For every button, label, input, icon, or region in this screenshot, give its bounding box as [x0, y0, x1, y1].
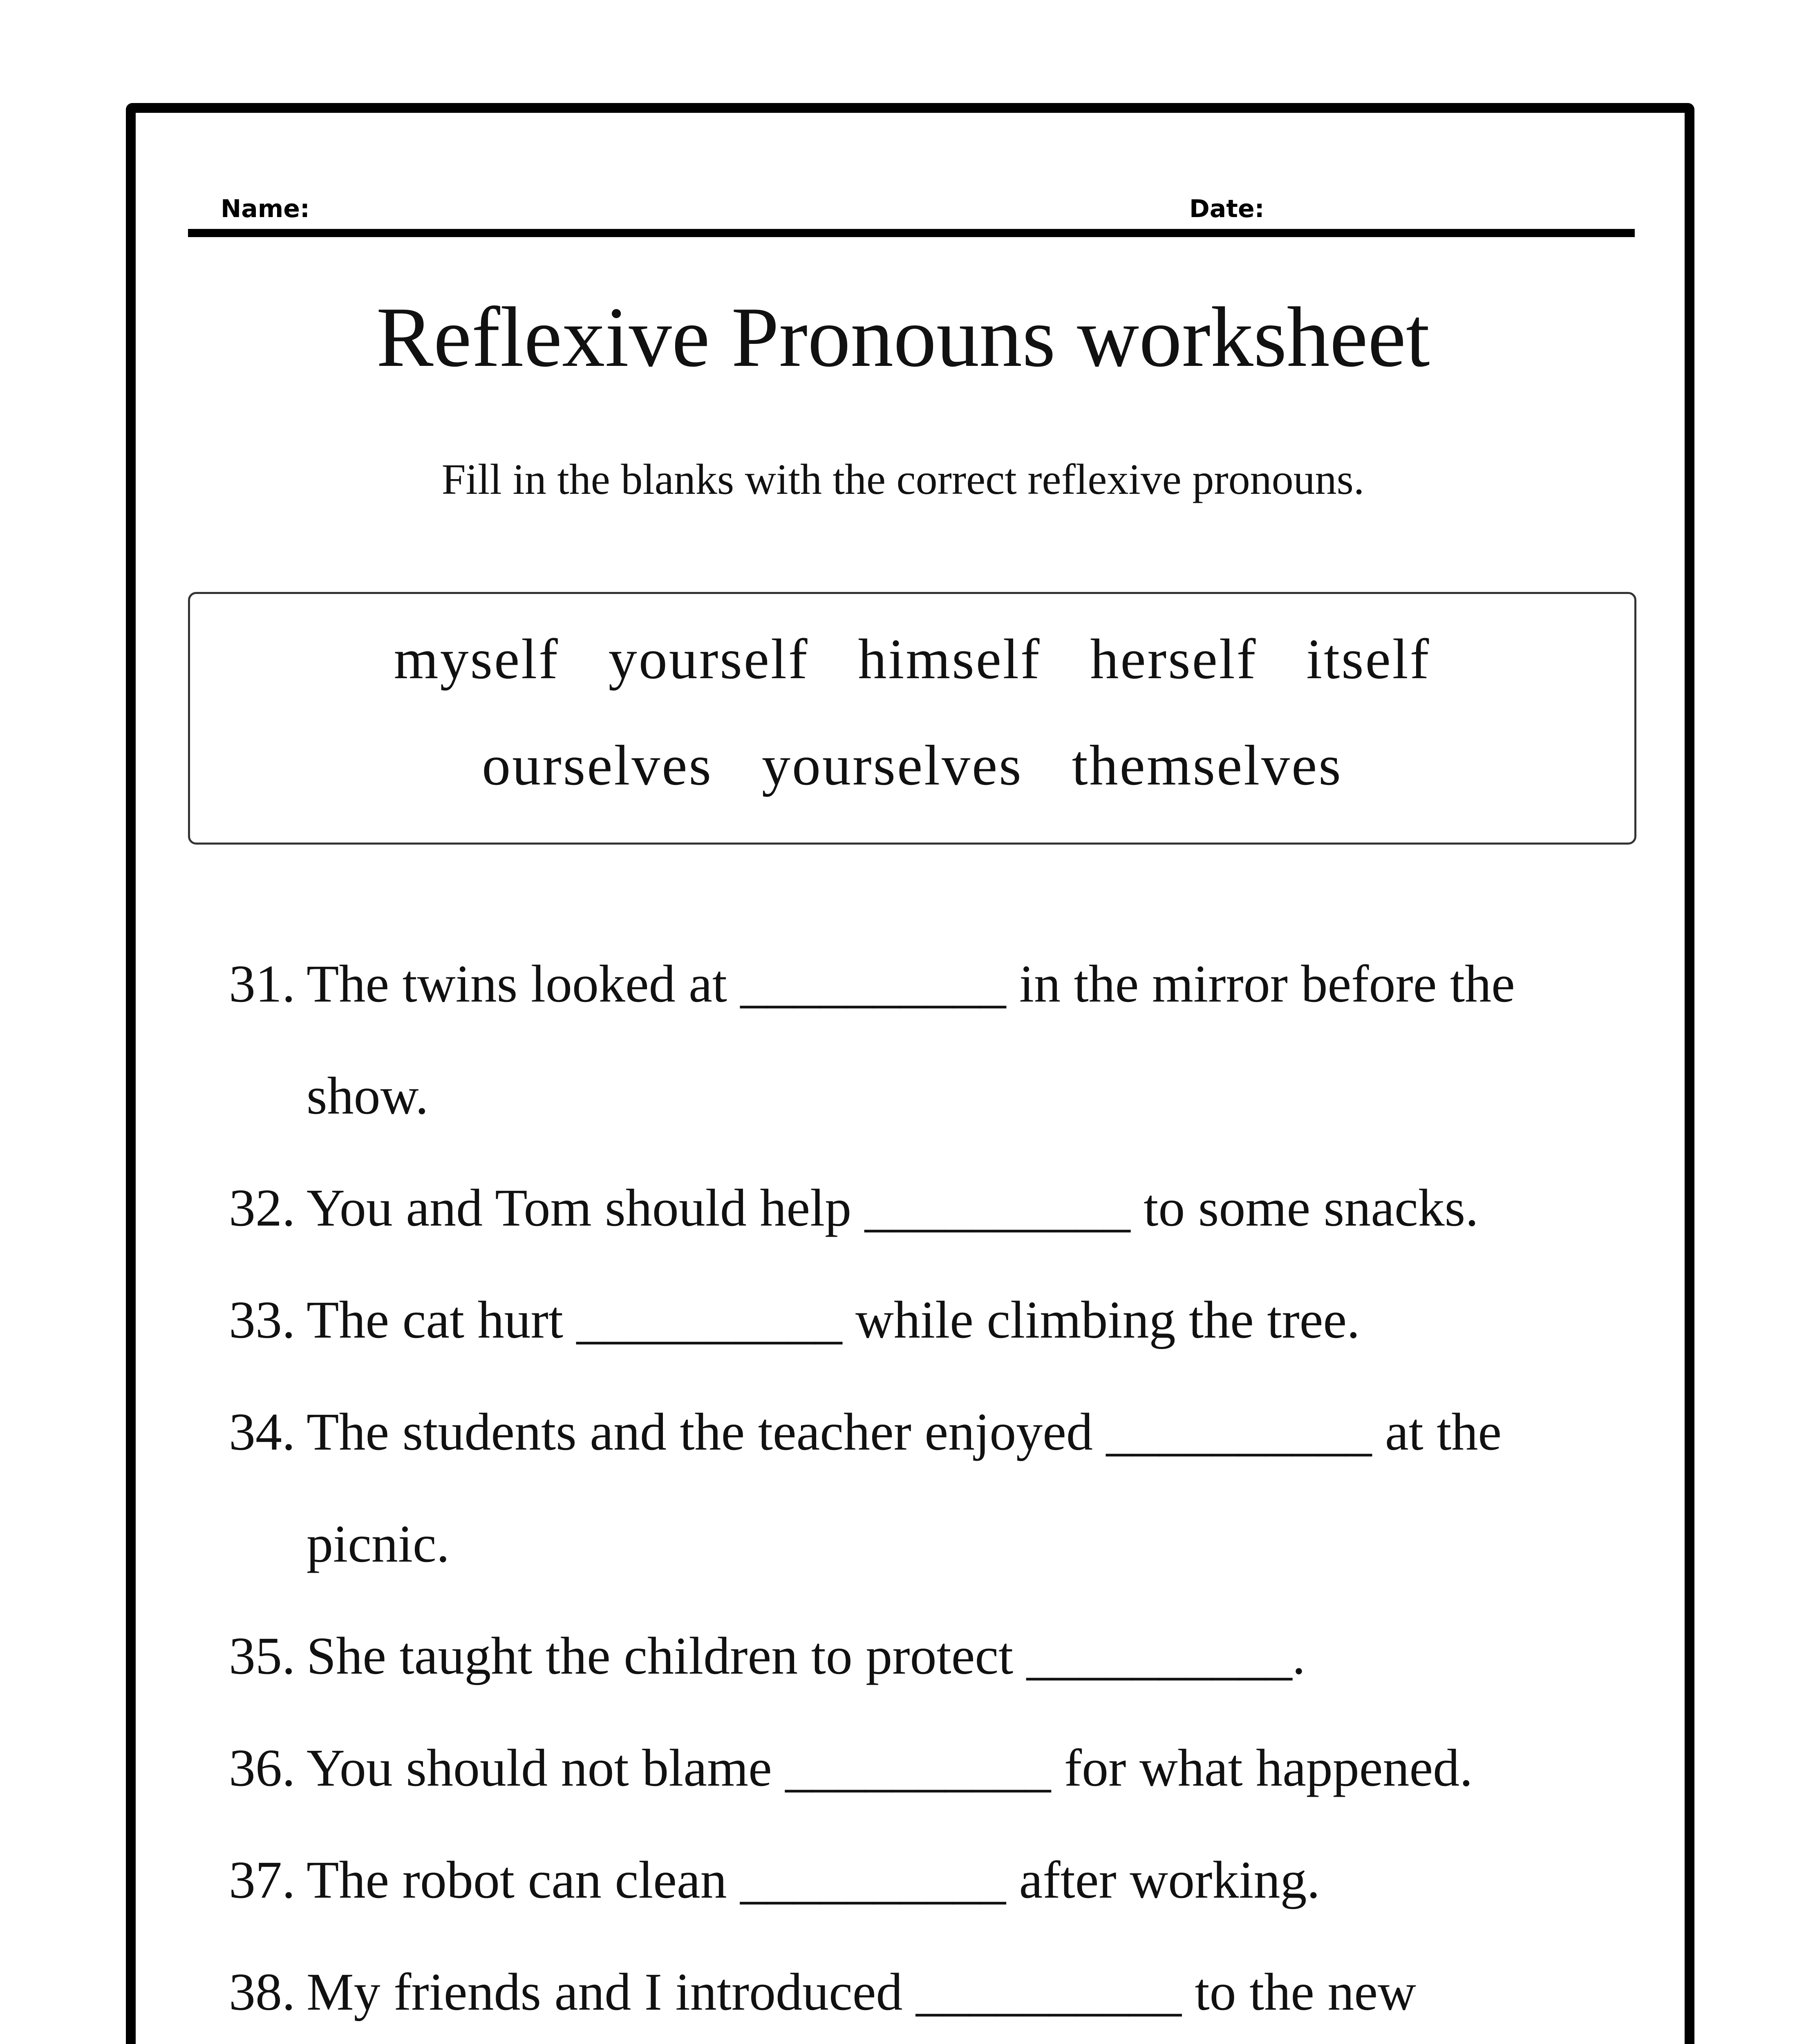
question-item: [229, 1712, 1635, 1824]
question-item: [229, 1936, 1635, 2044]
question-text-line: The robot can clean __________ after working.: [307, 1851, 1320, 1910]
word-bank-item: myself: [394, 628, 559, 691]
word-bank-item: himself: [858, 628, 1041, 691]
question-text-line: picnic.: [307, 1515, 450, 1573]
question-text-line: She taught the children to protect __________.: [307, 1627, 1306, 1685]
name-label: Name:: [221, 195, 310, 223]
word-bank-item: yourself: [608, 628, 809, 691]
worksheet-title: Reflexive Pronouns worksheet: [376, 290, 1430, 385]
word-bank-item: themselves: [1072, 734, 1343, 797]
question-text-line: You and Tom should help __________ to some snacks.: [307, 1179, 1479, 1237]
word-bank-item: yourselves: [761, 734, 1023, 797]
word-bank-line-1: [190, 628, 1634, 691]
word-bank-line-2: [190, 734, 1634, 797]
date-label: Date:: [1189, 195, 1264, 223]
question-text-line: You should not blame __________ for what happened.: [307, 1739, 1473, 1797]
word-bank-item: ourselves: [482, 734, 713, 797]
question-number: 38.: [229, 1963, 295, 2022]
question-item: [229, 928, 1635, 1152]
word-bank-item: herself: [1090, 628, 1258, 691]
instructions: Fill in the blanks with the correct reflexive pronouns.: [441, 455, 1365, 503]
question-item: [229, 1152, 1635, 1264]
question-text-line: The cat hurt __________ while climbing the tree.: [307, 1291, 1360, 1349]
question-number: 36.: [229, 1739, 295, 1797]
question-item: [229, 1264, 1635, 1376]
question-item: [229, 1824, 1635, 1936]
question-number: 33.: [229, 1291, 295, 1349]
question-number: 32.: [229, 1179, 295, 1237]
question-item: [229, 1376, 1635, 1600]
question-number: 37.: [229, 1851, 295, 1910]
question-text-line: show.: [307, 1067, 429, 1125]
question-text-line: My friends and I introduced __________ to the new: [307, 1963, 1417, 2022]
word-bank: [188, 592, 1636, 845]
question-text-line: The twins looked at __________ in the mirror before the: [307, 955, 1515, 1013]
question-number: 35.: [229, 1627, 295, 1685]
question-number: 31.: [229, 955, 295, 1013]
word-bank-item: itself: [1306, 628, 1431, 691]
name-date-header: [188, 192, 1635, 237]
question-item: [229, 1600, 1635, 1712]
question-text-line: The students and the teacher enjoyed __________ at the: [307, 1403, 1502, 1461]
question-list: [229, 928, 1635, 2044]
question-number: 34.: [229, 1403, 295, 1461]
